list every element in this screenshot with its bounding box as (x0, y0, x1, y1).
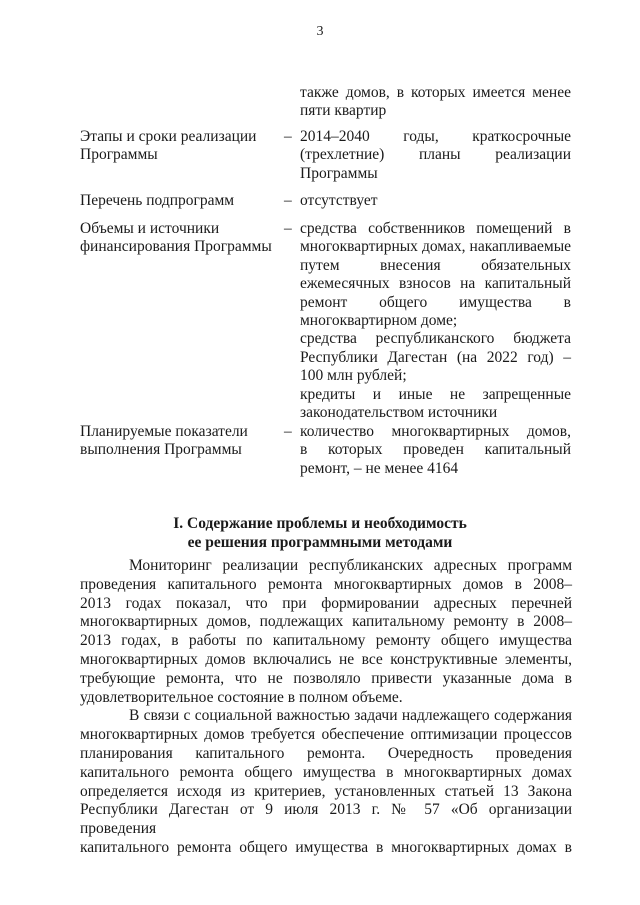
body-text (80, 557, 572, 858)
passport-label (80, 128, 280, 165)
passport-label-line: выполнения Программы (80, 441, 242, 459)
passport-label-line: Объемы и источники (80, 220, 220, 237)
passport-label-line: Перечень подпрограмм (80, 192, 235, 209)
passport-value-line: законодательством источники (300, 404, 498, 422)
passport-dash: – (284, 423, 292, 440)
passport-value-line: (трехлетние) планы реализации (300, 146, 571, 164)
paragraph-line: 2013 годах, в работы по капитальному ремонту общего имущества (80, 632, 572, 650)
passport-value-line: ремонт общего имущества в (300, 293, 571, 311)
passport-label (80, 220, 280, 257)
passport-value (300, 84, 571, 121)
section-heading-line-2: ее решения программными методами (187, 534, 453, 551)
passport-value-line: Программы (300, 164, 378, 182)
passport-dash: – (284, 192, 292, 209)
page-number: 3 (316, 24, 324, 39)
passport-dash: – (284, 128, 292, 145)
paragraph-line: многоквартирных домов, подлежащих капитальному ремонту в 2008– (80, 613, 572, 631)
passport-value-line: Республики Дагестан (на 2022 год) – (300, 348, 571, 366)
passport-label-line: финансирования Программы (80, 238, 272, 256)
passport-value (300, 220, 571, 422)
passport-value-line: путем внесения обязательных (300, 256, 571, 274)
passport-value (300, 192, 571, 210)
passport-label (80, 192, 280, 210)
passport-value-line: средства собственников помещений в (300, 220, 571, 237)
paragraph-line: капитального ремонта общего имущества в многоквартирных домах (80, 763, 572, 781)
passport-value-line: также домов, в которых имеется менее (300, 84, 571, 101)
passport-label (80, 423, 280, 460)
passport-value-line: многоквартирных домах, накапливаемые (300, 238, 571, 256)
paragraph-line: 2013 годах показал, что при формировании адресных перечней (80, 594, 572, 612)
section-heading-line-1: I. Содержание проблемы и необходимость (173, 515, 467, 532)
passport-dash: – (284, 220, 292, 237)
paragraph-line: проведения капитального ремонта многоквартирных домов в 2008– (80, 575, 572, 593)
passport-value-line: 2014–2040 годы, краткосрочные (300, 128, 571, 145)
passport-label-line: Этапы и сроки реализации (80, 128, 257, 145)
paragraph-line: требующие ремонта, что не позволяло привести указанные дома в (80, 669, 572, 687)
passport-value-line: в которых проведен капитальный (300, 441, 571, 459)
passport-value-line: отсутствует (300, 192, 378, 209)
section-heading (0, 514, 640, 552)
paragraph-line: В связи с социальной важностью задачи надлежащего содержания (129, 707, 572, 725)
passport-value-line: ремонт, – не менее 4164 (300, 459, 459, 477)
passport-value-line: многоквартирном доме; (300, 312, 458, 330)
paragraph-line: многоквартирных домов требуется обеспечение оптимизации процессов (80, 726, 572, 744)
passport-value (300, 128, 571, 183)
paragraph-line: удовлетворительное состояние в полном объеме. (80, 688, 403, 706)
paragraph (80, 707, 572, 857)
paragraph-line: Мониторинг реализации республиканских адресных программ (129, 557, 572, 574)
paragraph-line: капитального ремонта общего имущества в многоквартирных домах в (80, 838, 572, 856)
passport-value-line: количество многоквартирных домов, (300, 423, 571, 440)
passport-label-line: Планируемые показатели (80, 423, 248, 440)
passport-value-line: средства республиканского бюджета (300, 330, 571, 348)
paragraph-line: Республики Дагестан от 9 июля 2013 г. № 57 «Об организации проведения (80, 801, 572, 838)
paragraph-line: планирования капитального ремонта. Очередность проведения (80, 744, 572, 762)
paragraph-line: определяется исходя из критериев, установленных статьей 13 Закона (80, 782, 572, 800)
passport-label-line: Программы (80, 146, 158, 164)
passport-value (300, 423, 571, 478)
passport-value-line: пяти квартир (300, 102, 387, 120)
passport-value-line: 100 млн рублей; (300, 367, 407, 385)
passport-value-line: ежемесячных взносов на капитальный (300, 275, 571, 293)
paragraph-line: многоквартирных домов включались не все конструктивные элементы, (80, 650, 572, 668)
paragraph (80, 557, 572, 707)
passport-value-line: кредиты и иные не запрещенные (300, 385, 571, 403)
